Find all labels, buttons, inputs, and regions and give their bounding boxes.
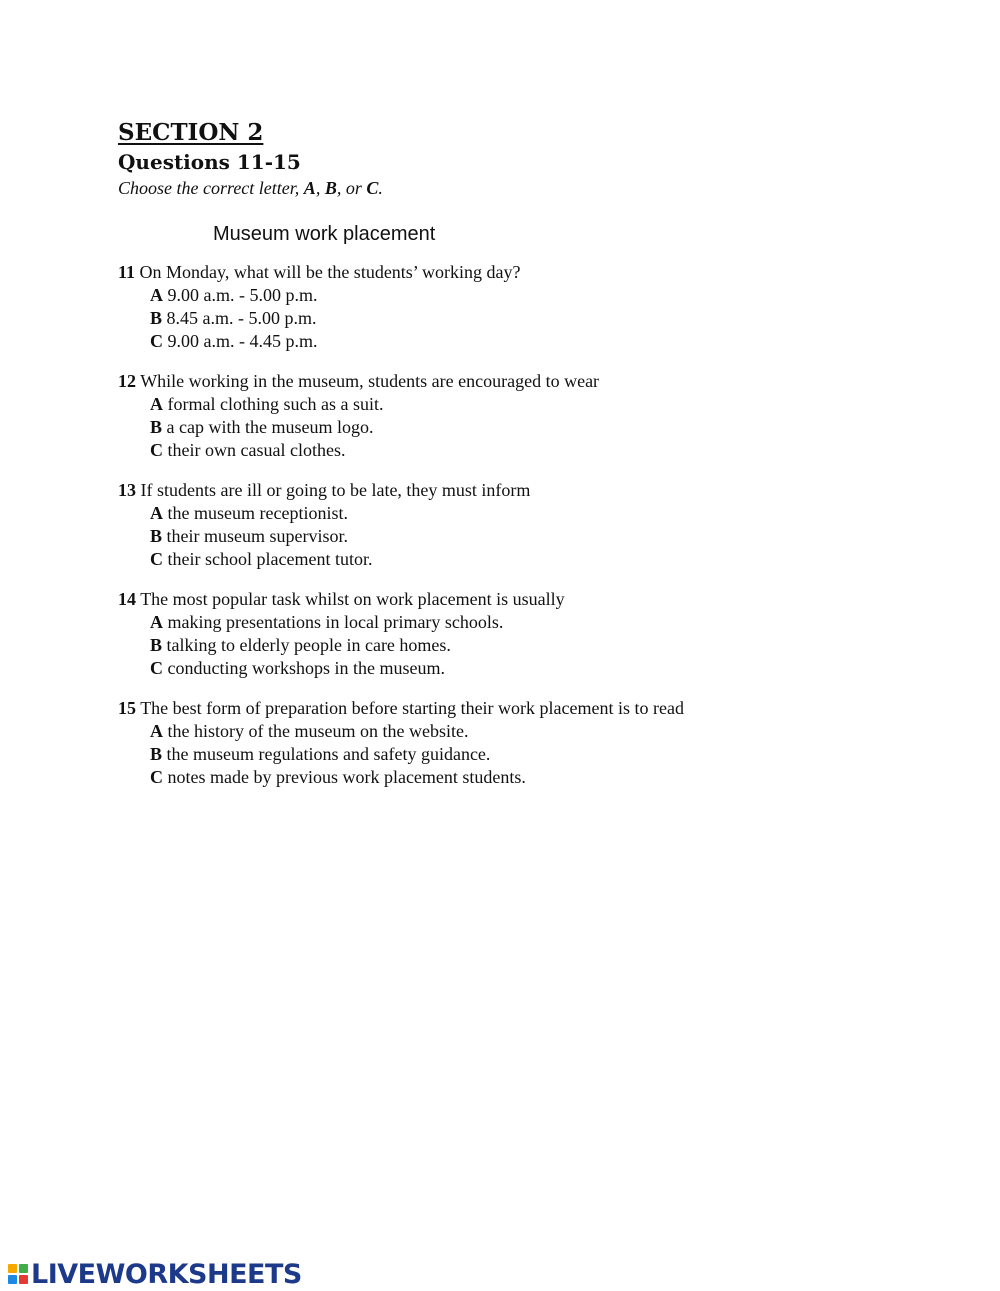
option-letter: B [150,308,163,328]
option-text: their own casual clothes. [167,440,346,460]
question-list [118,261,938,789]
document-heading: Museum work placement [213,223,436,245]
instruction-letter-a: A [303,178,316,198]
logo-square-3 [8,1275,17,1284]
question-stem [118,697,938,720]
question-13 [118,479,938,571]
option-a [118,284,938,307]
option-letter: A [150,285,163,305]
question-text: The most popular task whilst on work placement is usually [140,589,565,609]
option-b [118,416,938,439]
option-text: formal clothing such as a suit. [167,394,384,414]
option-text: making presentations in local primary schools. [167,612,504,632]
worksheet-page [118,118,938,789]
option-letter: A [150,721,163,741]
question-number: 12 [118,371,136,391]
option-letter: C [150,549,163,569]
option-text: a cap with the museum logo. [166,417,374,437]
option-letter: B [150,744,163,764]
option-a [118,611,938,634]
questions-range: Questions 11-15 [118,150,301,174]
question-text: The best form of preparation before starting their work placement is to read [140,698,684,718]
option-text: the museum regulations and safety guidance. [166,744,491,764]
logo-square-2 [19,1264,28,1273]
option-b [118,307,938,330]
option-letter: B [150,526,163,546]
section-title: SECTION 2 [118,119,264,146]
instruction-sep2: , or [336,178,367,198]
option-c [118,657,938,680]
option-c [118,548,938,571]
option-text: 9.00 a.m. - 5.00 p.m. [167,285,318,305]
question-number: 15 [118,698,136,718]
liveworksheets-logo[interactable] [8,1258,302,1290]
option-text: notes made by previous work placement students. [167,767,526,787]
option-a [118,502,938,525]
option-letter: B [150,417,163,437]
logo-text: LIVEWORKSHEETS [31,1258,302,1290]
option-c [118,439,938,462]
question-stem [118,261,938,284]
question-stem [118,588,938,611]
question-number: 13 [118,480,136,500]
instruction-letter-c: C [366,178,379,198]
option-text: conducting workshops in the museum. [167,658,445,678]
option-text: their school placement tutor. [167,549,373,569]
instruction [118,176,938,200]
question-text: On Monday, what will be the students’ working day? [139,262,521,282]
question-text: While working in the museum, students are encouraged to wear [140,371,600,391]
option-text: the history of the museum on the website. [167,721,469,741]
instruction-prefix: Choose the correct letter, [118,178,304,198]
option-letter: C [150,767,163,787]
option-a [118,393,938,416]
option-letter: C [150,658,163,678]
option-b [118,525,938,548]
option-letter: A [150,612,163,632]
question-15 [118,697,938,789]
question-text: If students are ill or going to be late, they must inform [140,480,531,500]
option-letter: C [150,331,163,351]
option-text: 9.00 a.m. - 4.45 p.m. [167,331,318,351]
question-12 [118,370,938,462]
option-text: 8.45 a.m. - 5.00 p.m. [166,308,317,328]
instruction-letter-b: B [324,178,337,198]
option-b [118,634,938,657]
logo-square-1 [8,1264,17,1273]
option-letter: C [150,440,163,460]
liveworksheets-logo-icon [8,1264,28,1284]
option-c [118,766,938,789]
option-letter: A [150,503,163,523]
instruction-suffix: . [378,178,383,198]
question-11 [118,261,938,353]
logo-square-4 [19,1275,28,1284]
question-stem [118,479,938,502]
question-number: 14 [118,589,136,609]
instruction-sep1: , [315,178,325,198]
option-letter: B [150,635,163,655]
option-letter: A [150,394,163,414]
option-c [118,330,938,353]
option-a [118,720,938,743]
question-number: 11 [118,262,136,282]
question-stem [118,370,938,393]
option-text: talking to elderly people in care homes. [166,635,451,655]
option-b [118,743,938,766]
option-text: their museum supervisor. [166,526,348,546]
question-14 [118,588,938,680]
option-text: the museum receptionist. [167,503,348,523]
